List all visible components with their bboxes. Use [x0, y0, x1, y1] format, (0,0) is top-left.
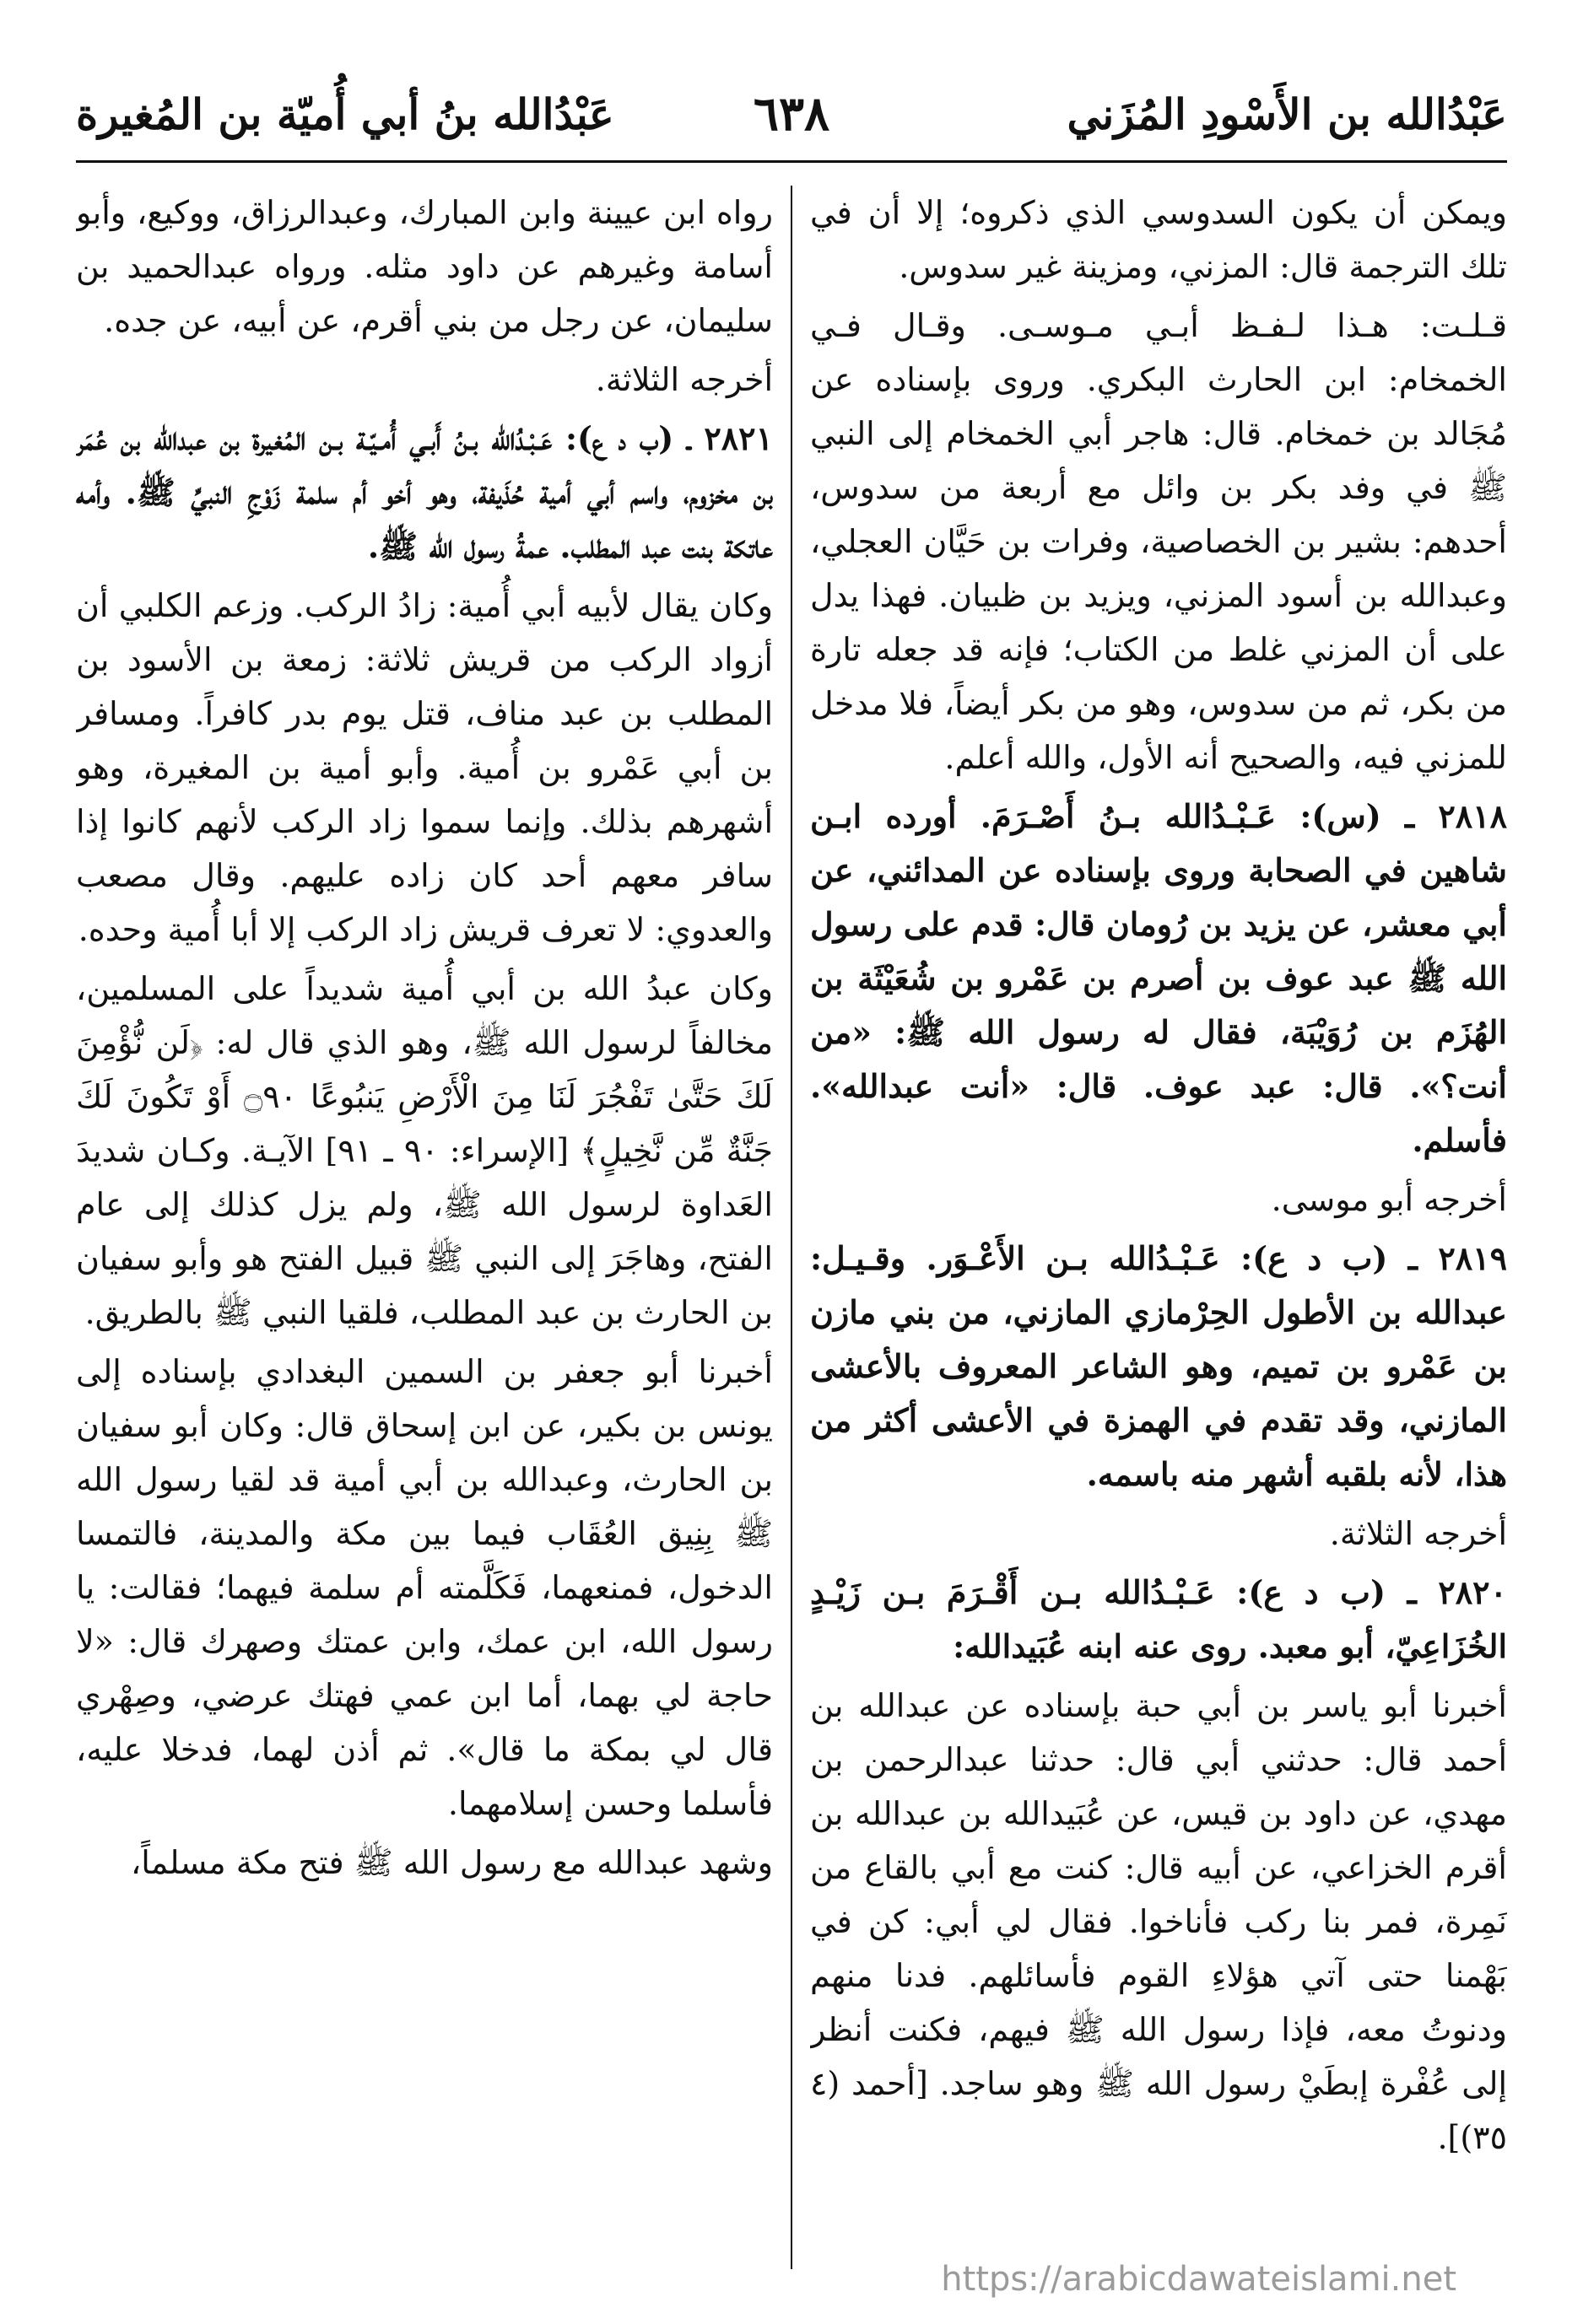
running-title-left: عَبْدُالله بنُ أبي أُميّة بن المُغيرة: [76, 89, 614, 139]
entry-2819: ٢٨١٩ ـ (ب د ع): عَـبْـدُالله بـن الأَعْـوَر. وقـيـل: عبدالله بن الأطول الحِرْمازي المازني، من بني مازن بن عَمْرو بن تميم، وهو الشاعر المعروف بالأعشى المازني، وقد تقدم في الهمزة في الأعشى أكثر من هذا، لأنه بلقبه أشهر منه باسمه.: [810, 1239, 1507, 1493]
paragraph: وكان عبدُ الله بن أبي أُمية شديداً على المسلمين، مخالفاً لرسول الله ﷺ، وهو الذي قال له: ﴿لَن نُّؤْمِنَ لَكَ حَتَّىٰ تَفْجُرَ لَنَا مِنَ الْأَرْضِ يَنبُوعًا ۝٩٠ أَوْ تَكُونَ لَكَ جَنَّةٌ مِّن نَّخِيلٍ﴾ [الإسراء: ٩٠ ـ ٩١] الآيـة. وكـان شديدَ العَداوة لرسول الله ﷺ، ولم يزل كذلك إلى عام الفتح، وهاجَرَ إلى النبي ﷺ قبيل الفتح هو وأبو سفيان بن الحارث بن عبد المطلب، فلقيا النبي ﷺ بالطريق.: [76, 970, 773, 1331]
paragraph: رواه ابن عيينة وابن المبارك، وعبدالرزاق، ووكيع، وأبو أسامة وغيرهم عن داود مثله. ورواه عبدالحميد بن سليمان، عن رجل من بني أقرم، عن أبيه، عن جده.: [76, 194, 773, 339]
entry-2821: ٢٨٢١ ـ (ب د ع): عَـبْـدُالله بـنُ أَبـي أُمـيّـة بـن المُغيرة بن عبدالله بن عُمَر بن مخزوم، واسم أبي أمية حُذَيفة، وهو أخو أم سلمة زَوْجِ النبيِّ ﷺ. وأمه عاتكة بنت عبد المطلب. عمةُ رسول الله ﷺ.: [76, 419, 773, 565]
page-number: ٦٣٨: [753, 86, 830, 142]
paragraph: وكان يقال لأبيه أبي أُمية: زادُ الركب. وزعم الكلبي أن أزواد الركب من قريش ثلاثة: زمعة بن الأسود بن المطلب بن عبد مناف، قتل يوم بدر كافراً. ومسافر بن أبي عَمْرو بن أُمية. وأبو أمية بن المغيرة، وهو أشهرهم بذلك. وإنما سموا زاد الركب لأنهم كانوا إذا سافر معهم أحد كان زاده عليهم. وقال مصعب والعدوي: لا تعرف قريش زاد الركب إلا أبا أُمية وحده.: [76, 587, 773, 948]
paragraph: أخرجه أبو موسى.: [1271, 1181, 1507, 1218]
entry-2818: ٢٨١٨ ـ (س): عَـبْـدُالله بـنُ أَصْـرَمَ. أورده ابـن شاهين في الصحابة وروى بإسناده عن المدائني، عن أبي معشر، عن يزيد بن رُومان قال: قدم على رسول الله ﷺ عبد عوف بن أصرم بن عَمْرو بن شُعَيْثَة بن الهُزَم بن رُوَيْبَة، فقال له رسول الله ﷺ: «من أنت؟». قال: عبد عوف. قال: «أنت عبدالله». فأسلم.: [810, 797, 1507, 1159]
right-column: [810, 186, 1507, 2269]
running-title-right: عَبْدُالله بن الأَسْودِ المُزَني: [1067, 89, 1507, 139]
entry-2820: ٢٨٢٠ ـ (ب د ع): عَـبْـدُالله بـن أَقْـرَمَ بـن زَيْـدٍ الخُزَاعِيّ، أبو معبد. روى عنه ابنه عُبَيدالله:: [810, 1573, 1507, 1665]
paragraph: أخرجه الثلاثة.: [595, 361, 773, 398]
paragraph: وشهد عبدالله مع رسول الله ﷺ فتح مكة مسلماً،: [131, 1844, 773, 1881]
column-divider: [791, 186, 792, 2269]
watermark-url: https://arabicdawateislami.net: [941, 2260, 1456, 2299]
page-header: [76, 67, 1507, 163]
paragraph: أخبرنا أبو ياسر بن أبي حبة بإسناده عن عبدالله بن أحمد قال: حدثني أبي قال: حدثنا عبدالرحمن بن مهدي، عن داود بن قيس، عن عُبَيدالله بن عبدالله بن أقرم الخزاعي، عن أبيه قال: كنت مع أبي بالقاع من نَمِرة، فمر بنا ركب فأناخوا. فقال لي أبي: كن في بَهْمنا حتى آتي هؤلاءِ القوم فأسائلهم. فدنا منهم ودنوتُ معه، فإذا رسول الله ﷺ فيهم، فكنت أنظر إلى عُفْرة إبطَيْ رسول الله ﷺ وهو ساجد. [أحمد (٤ ٣٥)].: [810, 1687, 1507, 2156]
paragraph: ويمكن أن يكون السدوسي الذي ذكروه؛ إلا أن في تلك الترجمة قال: المزني، ومزينة غير سدوس.: [810, 194, 1507, 285]
left-column: [76, 186, 773, 2269]
paragraph: أخبرنا أبو جعفر بن السمين البغدادي بإسناده إلى يونس بن بكير، عن ابن إسحاق قال: وكان أبو سفيان بن الحارث، وعبدالله بن أبي أمية قد لقيا رسول الله ﷺ بِنِيق العُقَاب فيما بين مكة والمدينة، فالتمسا الدخول، فمنعهما، فَكَلَّمته أم سلمة فيهما؛ فقالت: يا رسول الله، ابن عمك، وابن عمتك وصهرك قال: «لا حاجة لي بهما، أما ابن عمي فهتك عرضي، وصِهْري قال لي بمكة ما قال». ثم أذن لهما، فدخلا عليه، فأسلما وحسن إسلامهما.: [76, 1353, 773, 1822]
paragraph: قـلـت: هـذا لـفـظ أبـي مـوسـى. وقـال فـي الخمخام: ابن الحارث البكري. وروى بإسناده عن مُجَالد بن خمخام. قال: هاجر أبي الخمخام إلى النبي ﷺ في وفد بكر بن وائل مع أربعة من سدوس، أحدهم: بشير بن الخصاصية، وفرات بن حَيَّان العجلي، وعبدالله بن أسود المزني، ويزيد بن ظبيان. فهذا يدل على أن المزني غلط من الكتاب؛ فإنه قد جعله تارة من بكر، ثم من سدوس، وهو من بكر أيضاً، فلا مدخل للمزني فيه، والصحيح أنه الأول، والله أعلم.: [810, 307, 1507, 776]
paragraph: أخرجه الثلاثة.: [1329, 1515, 1507, 1552]
